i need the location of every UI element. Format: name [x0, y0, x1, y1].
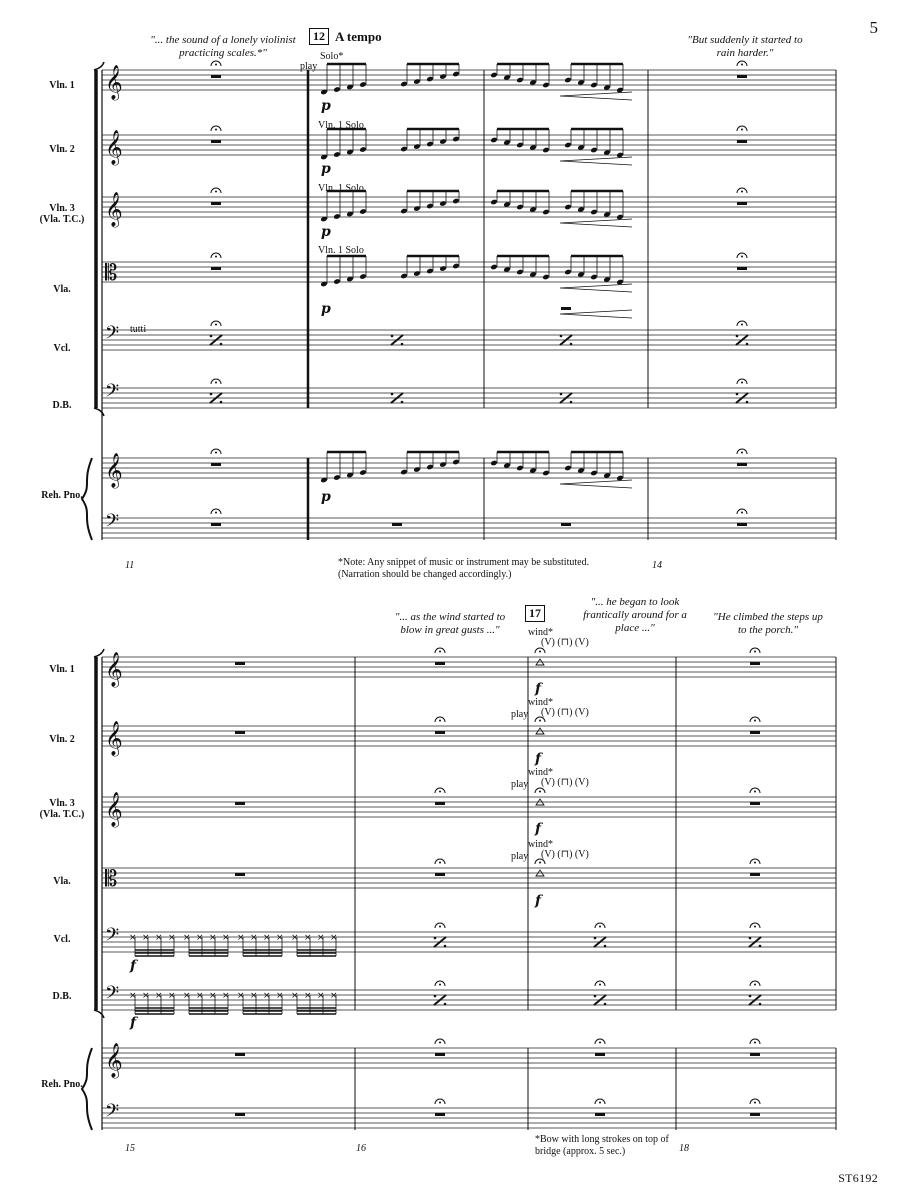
scale-m12b-2	[400, 191, 460, 214]
dynamic-f-vln1: f	[535, 681, 542, 697]
rest-m11-sys1-2	[211, 202, 221, 205]
tremolo-m15-4	[129, 933, 338, 956]
play-marking-vla: play	[511, 851, 529, 862]
svg-text:×: ×	[250, 933, 258, 943]
clef-sys2-4: 𝄢	[105, 925, 120, 950]
svg-text:×: ×	[276, 933, 284, 943]
wind-marking-vla: wind*	[528, 839, 553, 850]
clef-sys1-3: 𝄡	[105, 261, 118, 286]
svg-text:×: ×	[142, 933, 150, 943]
staff-sys2-1	[102, 726, 836, 746]
wind-marking-vln3: wind*	[528, 767, 553, 778]
svg-text:×: ×	[168, 991, 176, 1001]
rest-m15-sys2-2	[235, 802, 245, 805]
decresc-m13-1	[560, 157, 632, 165]
rest-m14-sys1-3	[737, 267, 747, 270]
label-vln3-sys1: Vln. 3 (Vla. T.C.)	[39, 203, 85, 225]
clef-sys1-5: 𝄢	[105, 381, 120, 406]
narration-lonely-violinist: "... the sound of a lonely violinist practicing scales.*"	[150, 34, 296, 59]
svg-text:×: ×	[291, 991, 299, 1001]
staff-sys1-0	[102, 70, 836, 90]
dynamic-f-vla: f	[535, 893, 542, 909]
rest-m11-sys1-7	[211, 523, 221, 526]
rest-m11-sys1-1	[211, 140, 221, 143]
measure-number-11: 11	[125, 560, 135, 571]
decresc-m13-vla	[560, 310, 632, 318]
staff-sys1-3	[102, 262, 836, 282]
label-vln2-sys2: Vln. 2	[49, 734, 75, 745]
rest-m16-sys2-0	[435, 662, 445, 665]
rest-m18-sys2-3	[750, 873, 760, 876]
narration-climbed-steps: "He climbed the steps up to the porch."	[713, 611, 823, 636]
staff-sys2-3	[102, 868, 836, 888]
dynamic-p-vln3: p	[321, 224, 331, 240]
label-piano-sys2: Reh. Pno.	[41, 1079, 83, 1090]
decresc-m13-0	[560, 92, 632, 100]
scale-m12b-1	[400, 129, 460, 152]
clef-sys1-2: 𝄞	[105, 192, 123, 227]
dynamic-f-db: f	[130, 1015, 137, 1031]
clef-sys2-3: 𝄡	[105, 867, 118, 892]
rest-m13-vla-cue	[561, 307, 571, 310]
rest-m11-sys1-3	[211, 267, 221, 270]
svg-text:×: ×	[304, 933, 312, 943]
svg-text:×: ×	[196, 991, 204, 1001]
label-db-sys2: D.B.	[52, 991, 72, 1002]
svg-text:×: ×	[155, 991, 163, 1001]
svg-text:×: ×	[291, 933, 299, 943]
svg-text:×: ×	[237, 933, 245, 943]
svg-text:×: ×	[142, 991, 150, 1001]
staff-sys1-6	[102, 458, 836, 478]
scale-m13b-2	[564, 191, 624, 220]
narration-rain-harder: "But suddenly it started to rain harder."	[687, 34, 803, 59]
rest-m18-sys2-7	[750, 1113, 760, 1116]
staff-sys2-2	[102, 797, 836, 817]
rest-m14-sys1-2	[737, 202, 747, 205]
rest-m16-sys2-7	[435, 1113, 445, 1116]
dynamic-p-vla: p	[321, 301, 331, 317]
narration-wind-gusts: "... as the wind started to blow in great gusts ..."	[394, 611, 506, 636]
label-piano-sys1: Reh. Pno.	[41, 490, 83, 501]
clef-sys1-0: 𝄞	[105, 65, 123, 100]
rest-m14-sys1-7	[737, 523, 747, 526]
rest-m16-sys2-1	[435, 731, 445, 734]
label-vln3-sys2: Vln. 3 (Vla. T.C.)	[39, 798, 85, 820]
rest-m16-sys2-2	[435, 802, 445, 805]
svg-text:×: ×	[129, 991, 137, 1001]
svg-text:×: ×	[183, 933, 191, 943]
label-vln1-sys2: Vln. 1	[49, 664, 75, 675]
footnote-substitution: *Note: Any snippet of music or instrument may be substituted. (Narration should be changed accordingly.)	[338, 557, 590, 580]
svg-text:×: ×	[155, 933, 163, 943]
label-vln2-sys1: Vln. 2	[49, 144, 75, 155]
label-vcl-sys1: Vcl.	[53, 343, 71, 354]
wind-marking-vln2: wind*	[528, 697, 553, 708]
svg-text:×: ×	[222, 933, 230, 943]
svg-text:×: ×	[222, 991, 230, 1001]
label-db-sys1: D.B.	[52, 400, 72, 411]
rest-m14-sys1-6	[737, 463, 747, 466]
measure-number-14: 14	[652, 560, 662, 571]
dynamic-p-vln1: p	[321, 98, 331, 114]
scale-m12b-3	[400, 256, 460, 279]
svg-text:×: ×	[129, 933, 137, 943]
svg-text:×: ×	[317, 933, 325, 943]
label-vcl-sys2: Vcl.	[53, 934, 71, 945]
tutti-marking: tutti	[130, 324, 147, 335]
rest-m15-sys2-1	[235, 731, 245, 734]
catalog-code: ST6192	[838, 1171, 878, 1185]
svg-text:×: ×	[330, 933, 338, 943]
bowings-vln2: (V) (⊓) (V)	[541, 707, 589, 718]
svg-text:×: ×	[168, 933, 176, 943]
clef-sys2-6: 𝄞	[105, 1043, 123, 1078]
rest-m13-piano-bass	[561, 523, 571, 526]
svg-text:×: ×	[330, 991, 338, 1001]
clef-sys1-4: 𝄢	[105, 323, 120, 348]
rest-m18-sys2-6	[750, 1053, 760, 1056]
clef-sys2-0: 𝄞	[105, 652, 123, 687]
bowings-vla: (V) (⊓) (V)	[541, 849, 589, 860]
footnote-bow-strokes: *Bow with long strokes on top of bridge (approx. 5 sec.)	[535, 1134, 669, 1157]
solo-marking: Solo*	[320, 51, 344, 62]
clef-sys2-2: 𝄞	[105, 792, 123, 827]
dynamic-f-vcl: f	[130, 958, 137, 974]
rest-m15-sys2-0	[235, 662, 245, 665]
bowings-vln1: (V) (⊓) (V)	[541, 637, 589, 648]
vln1-solo-cue-vln3: Vln. 1 Solo	[318, 183, 364, 194]
staff-sys1-5	[102, 388, 836, 408]
scale-m13b-1	[564, 129, 624, 158]
clef-sys1-7: 𝄢	[105, 511, 120, 536]
staff-sys1-1	[102, 135, 836, 155]
scale-m13b-0	[564, 64, 624, 93]
svg-text:×: ×	[304, 991, 312, 1001]
rest-m14-sys1-0	[737, 75, 747, 78]
rest-m17-sys2-7	[595, 1113, 605, 1116]
staff-sys1-7	[102, 518, 836, 538]
rehearsal-mark-12: 12	[309, 28, 329, 45]
clef-sys1-6: 𝄞	[105, 453, 123, 488]
measure-number-16: 16	[356, 1143, 366, 1154]
play-marking-vln2: play	[511, 709, 529, 720]
staff-sys2-0	[102, 657, 836, 677]
staff-sys2-7	[102, 1108, 836, 1128]
rest-m18-sys2-0	[750, 662, 760, 665]
clef-sys1-1: 𝄞	[105, 130, 123, 165]
rest-m15-sys2-3	[235, 873, 245, 876]
rest-m15-sys2-7	[235, 1113, 245, 1116]
rest-m12-piano-bass	[392, 523, 402, 526]
svg-text:×: ×	[250, 991, 258, 1001]
clef-sys2-7: 𝄢	[105, 1101, 120, 1126]
measure-number-15: 15	[125, 1143, 135, 1154]
rest-m11-sys1-6	[211, 463, 221, 466]
rest-m18-sys2-1	[750, 731, 760, 734]
rest-m15-sys2-6	[235, 1053, 245, 1056]
label-vla-sys2: Vla.	[53, 876, 71, 887]
svg-text:×: ×	[209, 991, 217, 1001]
rest-m16-sys2-6	[435, 1053, 445, 1056]
scale-m13b-6	[564, 452, 624, 481]
rest-m16-sys2-3	[435, 873, 445, 876]
svg-text:×: ×	[317, 991, 325, 1001]
decresc-m13-6	[560, 480, 632, 488]
svg-text:×: ×	[263, 933, 271, 943]
tremolo-m15-5	[129, 991, 338, 1014]
rest-m11-sys1-0	[211, 75, 221, 78]
wind-marking-vln1: wind*	[528, 627, 553, 638]
play-marking: play	[300, 61, 318, 72]
clef-sys2-1: 𝄞	[105, 721, 123, 756]
svg-text:×: ×	[276, 991, 284, 1001]
page-number: 5	[869, 18, 878, 37]
dynamic-p-vln2: p	[321, 161, 331, 177]
play-marking-vln3: play	[511, 779, 529, 790]
svg-text:×: ×	[183, 991, 191, 1001]
tempo-marking: A tempo	[335, 29, 382, 44]
rest-m14-sys1-1	[737, 140, 747, 143]
rest-m18-sys2-2	[750, 802, 760, 805]
svg-text:×: ×	[209, 933, 217, 943]
vln1-solo-cue-vla: Vln. 1 Solo	[318, 245, 364, 256]
bowings-vln3: (V) (⊓) (V)	[541, 777, 589, 788]
svg-text:×: ×	[263, 991, 271, 1001]
vln1-solo-cue-vln2: Vln. 1 Solo	[318, 120, 364, 131]
clef-sys2-5: 𝄢	[105, 983, 120, 1008]
decresc-m13-3	[560, 284, 632, 292]
dynamic-p-piano: p	[321, 489, 331, 505]
staff-sys1-2	[102, 197, 836, 217]
dynamic-f-vln3: f	[535, 821, 542, 837]
rest-m17-sys2-6	[595, 1053, 605, 1056]
scale-m13b-3	[564, 256, 624, 285]
svg-text:×: ×	[237, 991, 245, 1001]
scale-m12b-0	[400, 64, 460, 87]
staff-sys1-4	[102, 330, 836, 350]
svg-text:×: ×	[196, 933, 204, 943]
measure-number-18: 18	[679, 1143, 689, 1154]
label-vln1-sys1: Vln. 1	[49, 80, 75, 91]
rehearsal-mark-17: 17	[525, 605, 545, 622]
narration-look-around: "... he began to look frantically around for a place ..."	[583, 596, 687, 634]
staff-sys2-6	[102, 1048, 836, 1068]
scale-m12b-6	[400, 452, 460, 475]
label-vla-sys1: Vla.	[53, 284, 71, 295]
decresc-m13-2	[560, 219, 632, 227]
dynamic-f-vln2: f	[535, 751, 542, 767]
